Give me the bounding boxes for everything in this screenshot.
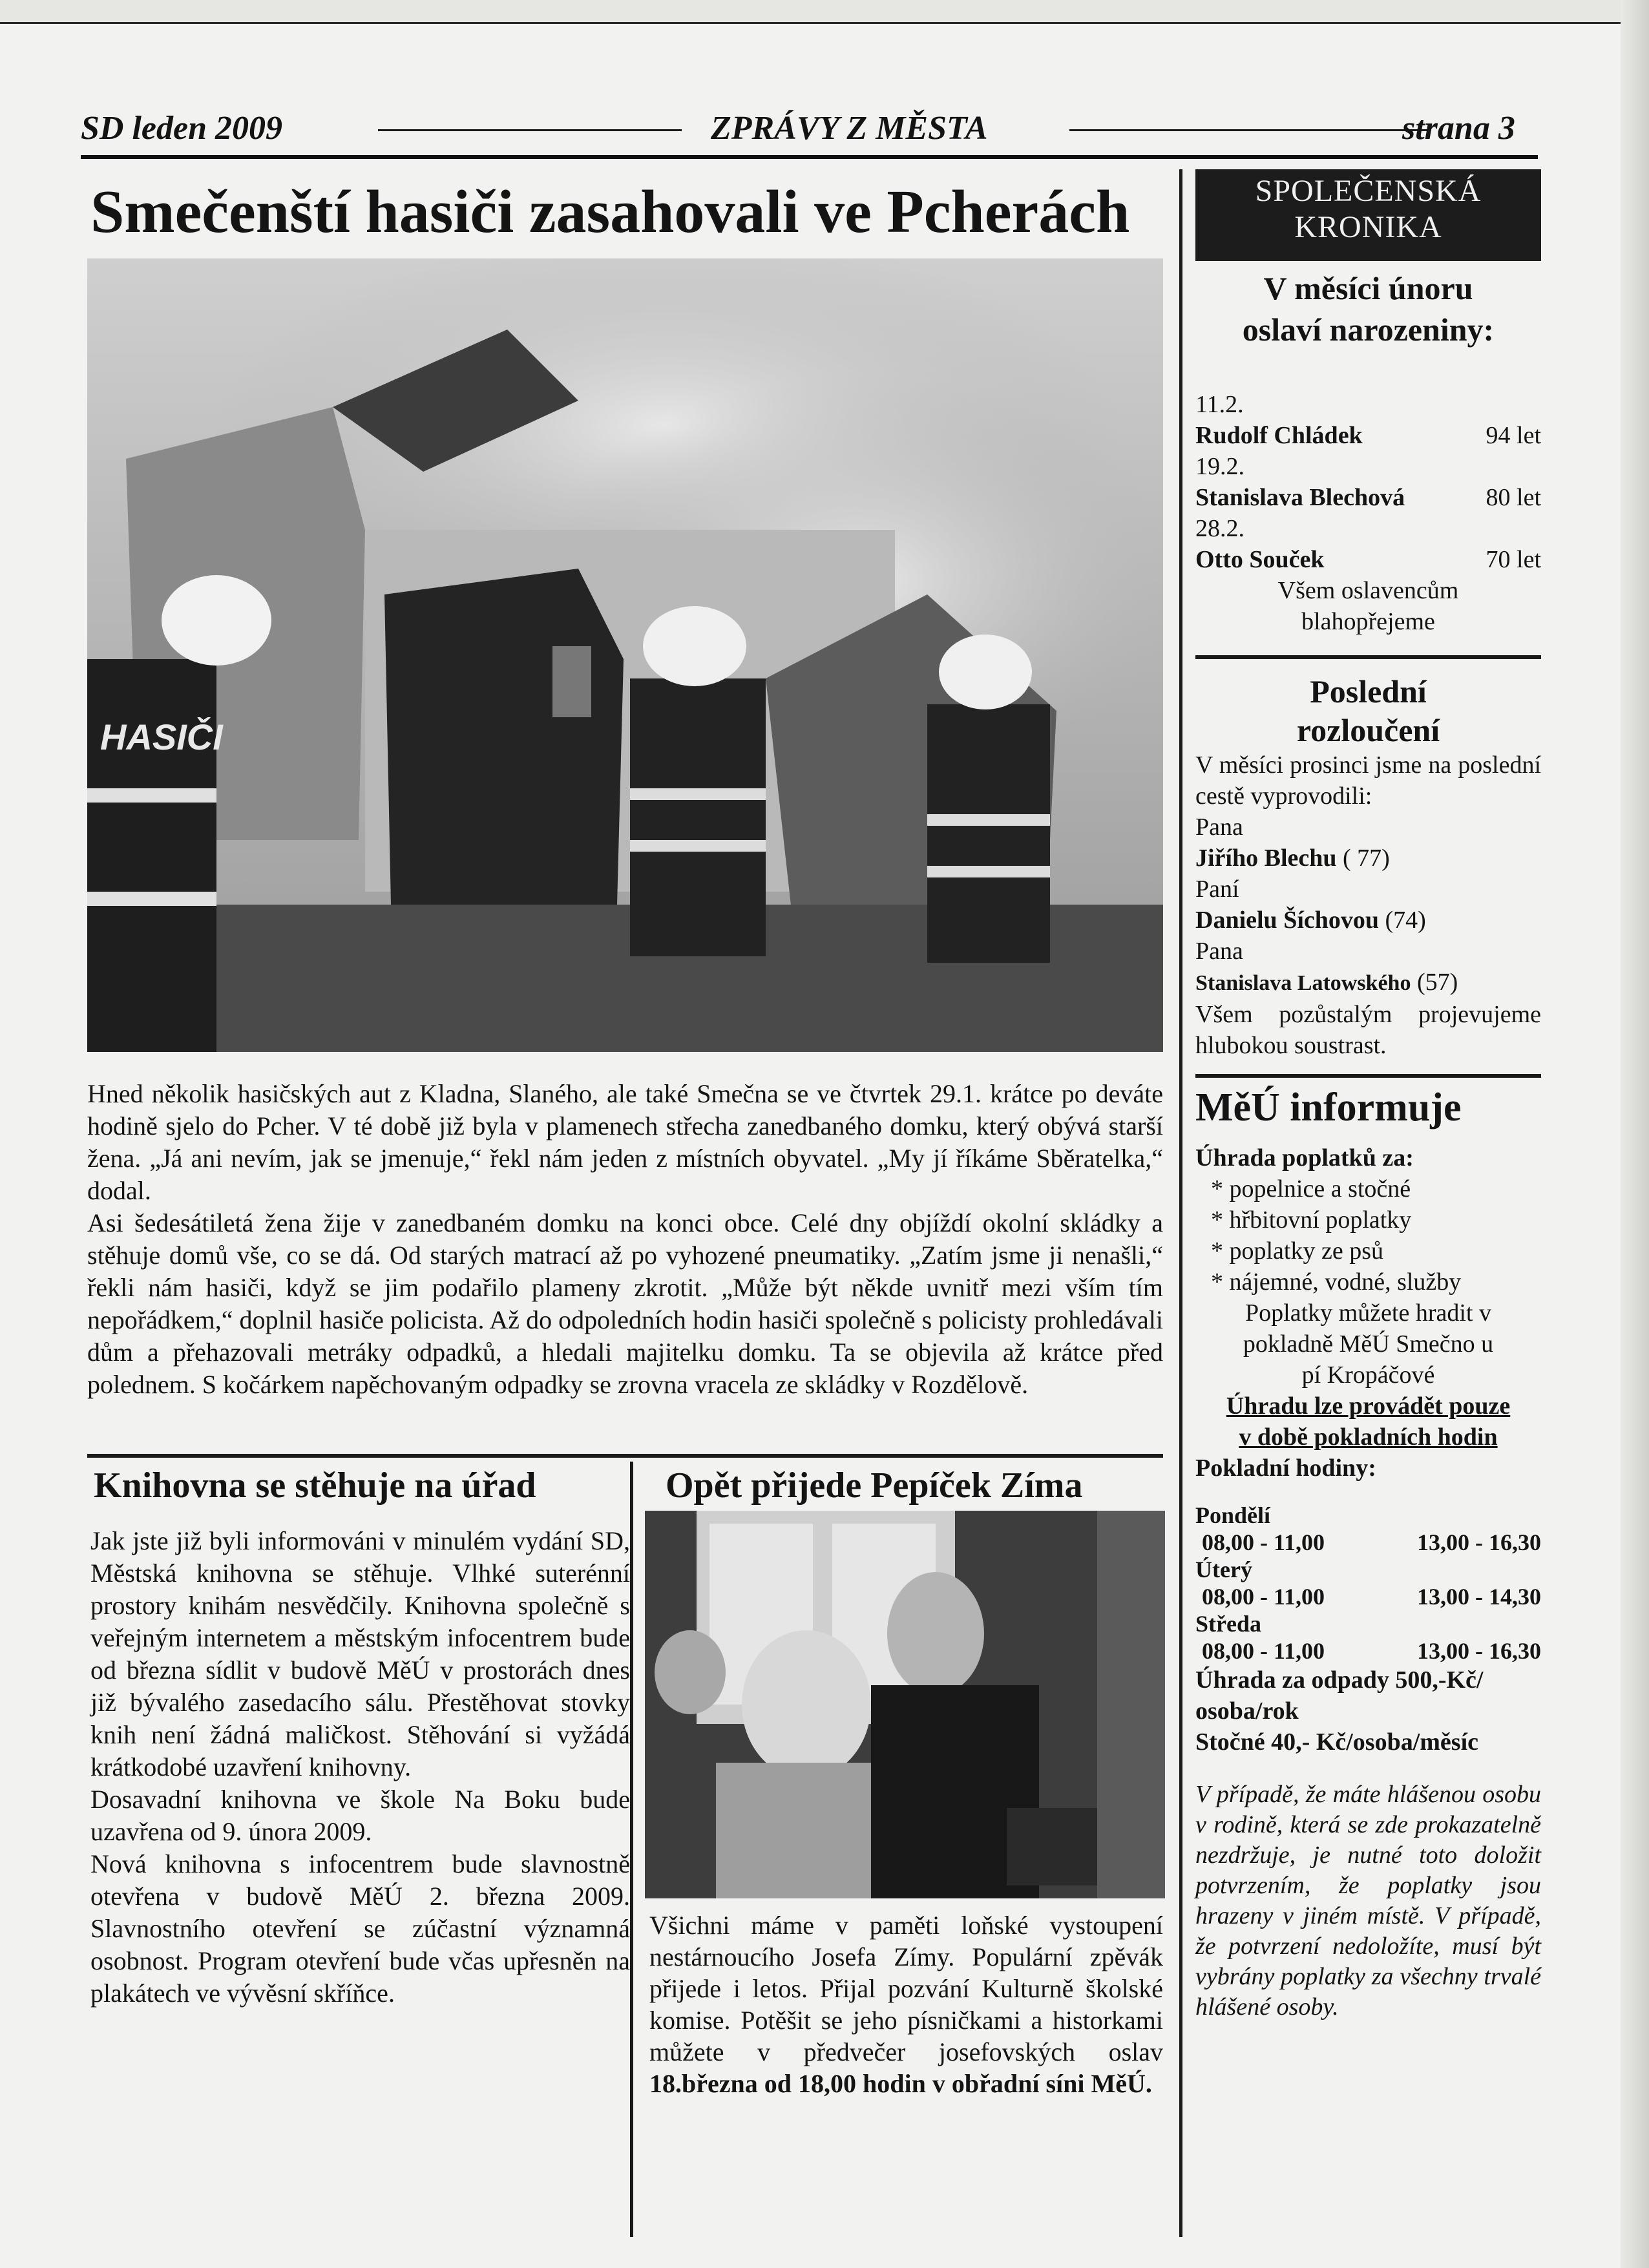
page-number: strana 3 <box>1402 110 1515 147</box>
library-paragraph-2: Dosavadní knihovna ve škole Na Boku bude uzavřena od 9. února 2009. <box>90 1785 630 1846</box>
meu-heading: MěÚ informuje <box>1195 1086 1462 1129</box>
main-paragraph-1: Hned několik hasičských aut z Kladna, Slaného, ale také Smečna se ve čtvrtek 29.1. krátce po deváte hodině sjelo do Pcher. V té době již byla v plamenech střecha zanedbaného domku, který obývá starší žena. „Já ani nevím, jak se jmenuje,“ řekl nám jeden z místních obyvatel. „My jí říkáme Sběratelka,“ dodal. <box>87 1079 1163 1205</box>
zima-date: 18.března od 18,00 hodin v obřadní síni MěÚ. <box>649 2069 1152 2098</box>
library-article-text <box>90 1525 630 2010</box>
fees-list: * popelnice a stočné * hřbitovní poplatky * poplatky ze psů * nájemné, vodné, služby <box>1211 1175 1462 1296</box>
main-paragraph-2: Asi šedesátiletá žena žije v zanedbaném domku na konci obce. Celé dny objíždí okolní skládky a stěhuje domů vše, co se dá. Od starých matrací až po vyhozené pneumatiky. „Zatím jsme ji nenašli,“ řekli nám hasiči, když se jim podařilo plameny zkrotit. „Může být někde uvnitř mezi vším tím nepořádkem,“ doplnil hasiče policista. Až do odpoledních hodin hasiči společně s policisty prohledávali dům a přehazovali metráky odpadků, a hledali majitelku domku. Ta se objevila až krátce před polednem. S kočárkem napěchovaným odpadky se zrovna vracela ze skládky v Rozdělově. <box>87 1208 1163 1399</box>
fees-heading: Úhrada poplatků za: <box>1195 1144 1414 1171</box>
birthday-row: Rudolf Chládek 94 let <box>1195 422 1541 449</box>
birthday-row: Otto Souček 70 let <box>1195 546 1541 573</box>
column-divider-sidebar <box>1179 169 1182 2237</box>
section-rule <box>87 1454 1163 1458</box>
zima-headline: Opět přijede Pepíček Zíma <box>666 1465 1083 1506</box>
sidebar-rule-2 <box>1195 1074 1541 1078</box>
main-headline: Smečenští hasiči zasahovali ve Pcherách <box>90 178 1130 246</box>
birthdays-heading: V měsíci únoru oslaví narozeniny: <box>1242 270 1495 348</box>
scan-top-edge <box>0 0 1649 24</box>
kronika-banner <box>1195 169 1541 261</box>
header-rule <box>81 155 1538 159</box>
farewell-intro: V měsíci prosinci jsme na poslední cestě vyprovodili: <box>1195 751 1541 810</box>
hours-table: Pondělí 08,00 - 11,00 13,00 - 16,30 Úterý 08,00 - 11,00 13,00 - 14,30 Středa 08,00 - 11,00 13,00 - 16,30 <box>1195 1502 1541 1664</box>
sewage-fee: Stočné 40,- Kč/osoba/měsíc <box>1195 1728 1479 1756</box>
library-paragraph-1: Jak jste již byli informováni v minulém vydání SD, Městská knihovna se stěhuje. Vlhké suterénní prostory knihám nesvědčily. Knihovna společně s veřejným internetem a městským infocentrem bude od března sídlit v budově MěÚ v prostorách dnes již bývalého zasedacího sálu. Přestěhovat stovky knih není žádná maličkost. Stěhování si vyžádá krátkodobé uzavření knihovny. <box>90 1526 630 1781</box>
sidebar-rule-1 <box>1195 655 1541 659</box>
birthdays-list <box>1195 389 1541 637</box>
column-divider-lower <box>630 1462 633 2237</box>
issue-label: SD leden 2009 <box>81 110 282 147</box>
farewell-list: Pana Jiřího Blechu ( 77) Paní Danielu Šíchovou (74) Pana Stanislava Latowského (57) <box>1195 814 1458 996</box>
birthday-date: 28.2. <box>1195 515 1245 542</box>
birthday-row: Stanislava Blechová 80 let <box>1195 484 1541 511</box>
main-article-text <box>87 1078 1163 1401</box>
notice: V případě, že máte hlášenou osobu v rodině, která se zde prokazatelně nezdržuje, je nutné toto doložit potvrzením, že poplatky jsou hrazeny v jiném místě. V případě, že potvrzení nedoložíte, musí být vybrány poplatky za všechny trvalé hlášené osoby. <box>1195 1781 1541 2021</box>
pay-info: Poplatky můžete hradit v pokladně MěÚ Smečno u pí Kropáčové <box>1243 1299 1494 1389</box>
page-header <box>81 106 1538 151</box>
fire-photo <box>87 258 1163 1052</box>
library-paragraph-3: Nová knihovna s infocentrem bude slavnostně otevřena v budově MěÚ 2. března 2009. Slavnostního otevření se zúčastní významná osobnost. Program otevření bude včas upřesněn na plakátech ve vývěsní skříňce. <box>90 1849 630 2008</box>
congrats-2: blahopřejeme <box>1301 608 1435 635</box>
kronika-title-2: KRONIKA <box>1294 210 1442 244</box>
header-line-right <box>1069 129 1431 131</box>
condolence: Všem pozůstalým projevujeme hlubokou soustrast. <box>1195 1001 1541 1059</box>
hours-note: Úhradu lze provádět pouze v době pokladních hodin <box>1226 1392 1511 1451</box>
birthday-date: 11.2. <box>1195 391 1244 418</box>
section-label: ZPRÁVY Z MĚSTA <box>711 110 988 147</box>
farewell-heading: Poslední rozloučení <box>1296 673 1440 748</box>
hours-heading: Pokladní hodiny: <box>1195 1454 1376 1482</box>
congrats-1: Všem oslavencům <box>1277 577 1459 604</box>
zima-photo <box>645 1511 1165 1898</box>
zima-article-text <box>649 1909 1163 2099</box>
zima-text: Všichni máme v paměti loňské vystoupení nestárnoucího Josefa Zímy. Populární zpěvák přijede i letos. Přijal pozvání Kulturně školské komise. Potěšit se jeho písničkami a historkami můžete v předvečer josefovských oslav <box>649 1911 1163 2066</box>
header-line-left <box>378 129 682 131</box>
library-headline: Knihovna se stěhuje na úřad <box>94 1465 536 1506</box>
birthday-date: 19.2. <box>1195 453 1245 480</box>
sidebar <box>1195 169 1541 2022</box>
scan-right-edge <box>1621 0 1649 2268</box>
photo-jacket-label: HASIČI <box>100 717 223 757</box>
kronika-title-1: SPOLEČENSKÁ <box>1255 174 1482 208</box>
waste-fee: Úhrada za odpady 500,-Kč/ osoba/rok Stočné 40,- Kč/osoba/měsíc <box>1195 1664 1541 1758</box>
